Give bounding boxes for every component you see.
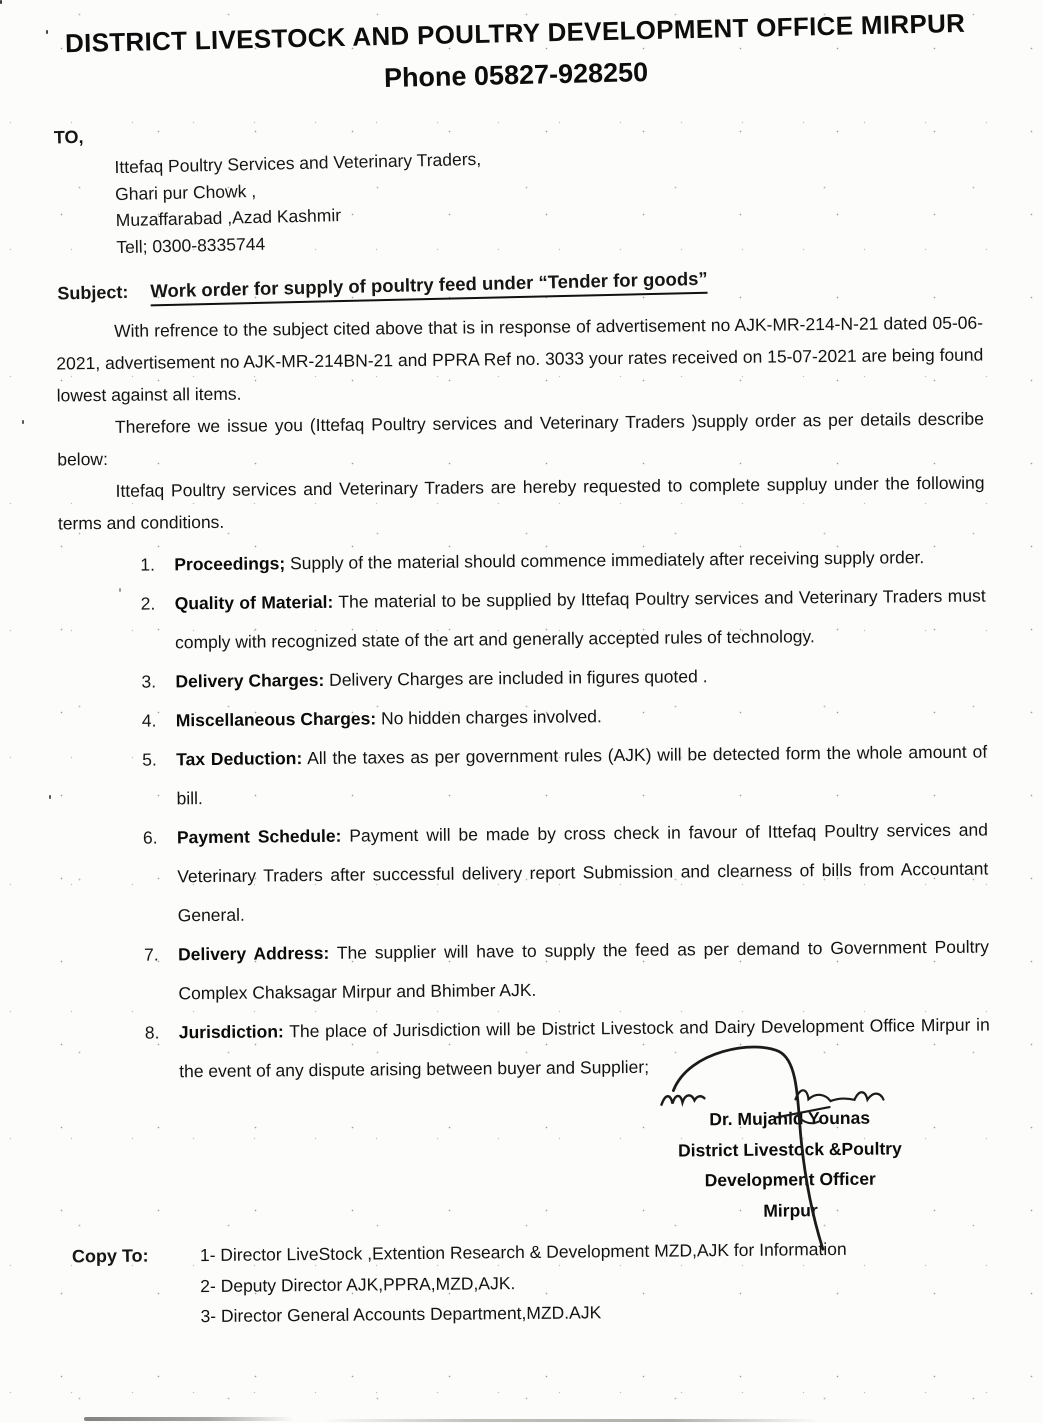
term-label: Miscellaneous Charges: bbox=[175, 708, 377, 731]
recipient-phone-line: Tell; 0300-8335744 bbox=[116, 233, 266, 257]
term-label: Quality of Material: bbox=[174, 591, 334, 614]
term-number: 6. bbox=[142, 827, 158, 848]
subject-text: Work order for supply of poultry feed under “Tender for goods” bbox=[150, 268, 708, 307]
term-number: 8. bbox=[144, 1022, 160, 1043]
scan-edge-smudge bbox=[320, 1419, 820, 1422]
term-description: The place of Jurisdiction will be District Livestock and Dairy Development Office Mirpur in the event of any dispute arising between buyer and Supplier; bbox=[179, 1014, 990, 1082]
term-description: Delivery Charges are included in figures quoted . bbox=[329, 666, 708, 690]
term-text bbox=[174, 577, 986, 663]
signature-block bbox=[620, 1102, 961, 1227]
signatory-title-line1: District Livestock &Poultry bbox=[678, 1137, 902, 1161]
terms-list bbox=[58, 538, 990, 1093]
recipient-street-line: Ghari pur Chowk , bbox=[114, 180, 257, 204]
term-description: The supplier will have to supply the feed as per demand to Government Poultry Complex Chaksagar Mirpur and Bhimber AJK. bbox=[178, 936, 990, 1004]
copy-to-section bbox=[65, 1233, 993, 1333]
letterhead-section bbox=[51, 6, 984, 309]
term-description: No hidden charges involved. bbox=[380, 706, 602, 729]
office-phone: Phone 05827-928250 bbox=[383, 57, 649, 94]
term-text bbox=[176, 733, 988, 819]
term-number: 3. bbox=[141, 671, 157, 692]
term-description: The material to be supplied by Ittefaq Poultry services and Veterinary Traders must comply with recognized state of the art and generally accepted rules of technology. bbox=[174, 585, 986, 653]
scan-edge-smudge bbox=[84, 1417, 294, 1421]
term-number: 5. bbox=[142, 749, 157, 770]
paragraph-terms-intro: Ittefaq Poultry services and Veterinary Traders are hereby requested to complete suppluy under the following terms and conditions. bbox=[57, 472, 985, 534]
term-label: Delivery Address: bbox=[177, 942, 330, 965]
term-item-payment bbox=[61, 811, 989, 937]
recipient-city-line: Muzaffarabad ,Azad Kashmir bbox=[115, 205, 342, 231]
recipient-address bbox=[114, 135, 983, 261]
term-item-jurisdiction bbox=[63, 1006, 991, 1093]
signatory-location: Mirpur bbox=[763, 1199, 818, 1221]
term-label: Payment Schedule: bbox=[176, 825, 342, 848]
copy-to-item: 3- Director General Accounts Department,MZD.AJK bbox=[200, 1302, 602, 1327]
copy-to-list bbox=[200, 1234, 848, 1332]
term-label: Delivery Charges: bbox=[175, 669, 325, 692]
term-label: Tax Deduction: bbox=[176, 748, 303, 770]
subject-row bbox=[57, 261, 984, 308]
recipient-salutation: TO, bbox=[53, 126, 84, 148]
copy-to-item: 1- Director LiveStock ,Extention Research & Development MZD,AJK for Information bbox=[199, 1238, 847, 1266]
term-label: Jurisdiction: bbox=[178, 1021, 284, 1043]
term-description: Supply of the material should commence immediately after receiving supply order. bbox=[289, 547, 925, 574]
term-text bbox=[177, 811, 989, 936]
term-description: Payment will be made by cross check in favour of Ittefaq Poultry services and Veterinary Traders after successful delivery report Submission and clearness of bills from Accountant General. bbox=[177, 819, 989, 926]
recipient-name-line: Ittefaq Poultry Services and Veterinary Traders, bbox=[114, 148, 482, 178]
paragraph-supply-order: Therefore we issue you (Ittefaq Poultry services and Veterinary Traders )supply order as per details describe below: bbox=[57, 408, 985, 470]
term-item-delivery-address bbox=[62, 928, 990, 1015]
copy-to-label: Copy To: bbox=[71, 1245, 149, 1267]
term-item-tax bbox=[60, 733, 988, 820]
term-text bbox=[179, 1006, 991, 1092]
term-number: 7. bbox=[143, 944, 159, 965]
paragraph-reference: With refrence to the subject cited above that is in response of advertisement no AJK-MR-214-N-21 dated 05-06-2021, advertisement no AJK-MR-214BN-21 and PPRA Ref no. 3033 your rates received on 15-07-2021 are being found lowest against all items. bbox=[56, 312, 984, 406]
term-description: All the taxes as per government rules (AJK) will be detected form the whole amount of bill. bbox=[176, 741, 988, 809]
subject-label: Subject: bbox=[57, 281, 129, 304]
term-label: Proceedings; bbox=[174, 553, 286, 575]
office-title: DISTRICT LIVESTOCK AND POULTRY DEVELOPMENT OFFICE MIRPUR bbox=[64, 7, 966, 59]
signatory-title-line2: Development Officer bbox=[704, 1168, 876, 1191]
signatory-name: Dr. Mujahid Younas bbox=[709, 1107, 871, 1130]
copy-to-item: 2- Deputy Director AJK,PPRA,MZD,AJK. bbox=[200, 1272, 516, 1296]
term-text bbox=[178, 928, 990, 1014]
term-number: 2. bbox=[140, 593, 156, 614]
term-number: 1. bbox=[140, 554, 156, 575]
term-item-quality bbox=[58, 577, 986, 664]
term-number: 4. bbox=[141, 710, 157, 731]
